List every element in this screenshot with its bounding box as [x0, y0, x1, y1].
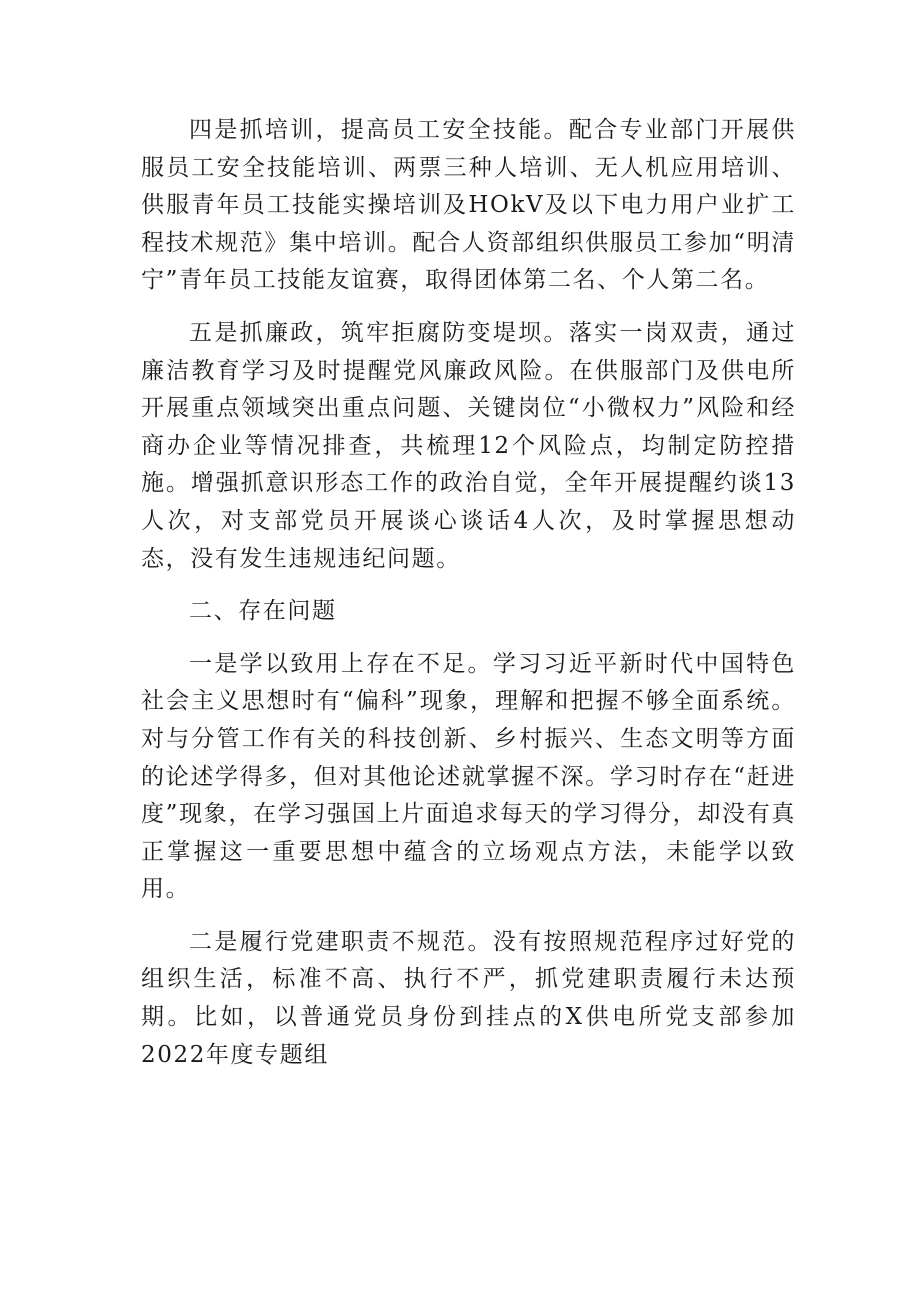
paragraph-issue-party-duty: 二是履行党建职责不规范。没有按照规范程序过好党的组织生活，标准不高、执行不严，抓党建职责履行未达预期。比如，以普通党员身份到挂点的X供电所党支部参加2022年度专题组 [141, 928, 796, 1068]
paragraph-integrity: 五是抓廉政，筑牢拒腐防变堤坝。落实一岗双责，通过廉洁教育学习及时提醒党风廉政风险。在供服部门及供电所开展重点领域突出重点问题、关键岗位“小微权力”风险和经商办企业等情况排查，共梳理12个风险点，均制定防控措施。增强抓意识形态工作的政治自觉，全年开展提醒约谈13人次，对支部党员开展谈心谈话4人次，及时掌握思想动态，没有发生违规违纪问题。 [141, 319, 796, 572]
paragraph-training: 四是抓培训，提高员工安全技能。配合专业部门开展供服员工安全技能培训、两票三种人培训、无人机应用培训、供服青年员工技能实操培训及HOkV及以下电力用户业扩工程技术规范》集中培训。配合人资部组织供服员工参加“明清宁”青年员工技能友谊赛，取得团体第二名、个人第二名。 [141, 117, 796, 294]
section-heading-problems: 二、存在问题 [189, 598, 337, 625]
document-body [141, 112, 796, 1074]
paragraph-issue-study: 一是学以致用上存在不足。学习习近平新时代中国特色社会主义思想时有“偏科”现象，理解和把握不够全面系统。对与分管工作有关的科技创新、乡村振兴、生态文明等方面的论述学得多，但对其他论述就掌握不深。学习时存在“赶进度”现象，在学习强国上片面追求每天的学习得分，却没有真正掌握这一重要思想中蕴含的立场观点方法，未能学以致用。 [141, 650, 796, 903]
